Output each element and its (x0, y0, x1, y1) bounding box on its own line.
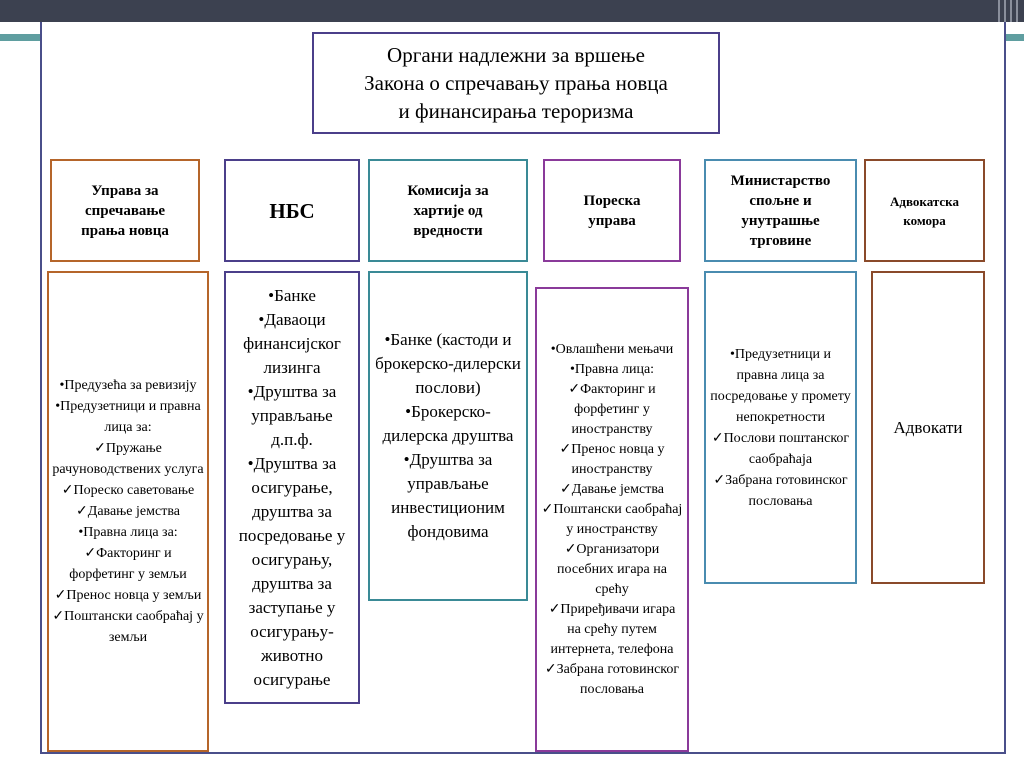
list-item: ✓Поштански саобраћај у иностранству (541, 501, 683, 537)
list-item: ✓Забрана готовинског пословања (544, 661, 680, 697)
header-nbs: НБС (224, 159, 360, 262)
list-item: •Друштва за осигурање, друштва за посредовање у осигурању, друштва за заступање у осигурању-животно осигурање (238, 453, 346, 689)
header-securities-commission: Комисија за хартије од вредности (368, 159, 528, 262)
list-item: •Правна лица: (569, 361, 655, 377)
header-trade-ministry: Министарство спољне и унутрашње трговине (704, 159, 857, 262)
accent-stripe-right (1006, 34, 1024, 41)
list-aml-administration (47, 271, 209, 752)
list-item: Адвокати (893, 417, 963, 437)
header-tax-administration: Пореска управа (543, 159, 681, 262)
list-item: ✓Пренос новца у иностранству (559, 441, 665, 477)
list-bar-association (871, 271, 985, 584)
list-securities-commission (368, 271, 528, 601)
list-item: •Банке (кастоди и брокерско-дилерски послови) (375, 330, 521, 397)
list-item: ✓Давање јемства (76, 504, 180, 519)
list-item: ✓Факторинг и форфетинг у земљи (69, 546, 187, 582)
list-item: ✓Пореско саветовање (61, 483, 195, 498)
list-item: ✓Факторинг и форфетинг у иностранству (568, 381, 656, 437)
list-item: ✓Пренос новца у земљи (54, 588, 202, 603)
list-item: •Предузетници и правна лица за: (55, 399, 201, 435)
list-item: ✓Пружање рачуноводствених услуга (52, 441, 204, 477)
header-aml-administration: Управа за спречавање прања новца (50, 159, 200, 262)
list-item: •Предузетници и правна лица за посредовање у промету непокретности (710, 346, 851, 425)
list-item: •Банке (268, 285, 316, 305)
list-item: •Предузећа за ревизију (59, 378, 197, 393)
list-item: ✓Приређивачи игара на срећу путем интернета, телефона (548, 601, 676, 657)
accent-stripe-left (0, 34, 40, 41)
list-trade-ministry (704, 271, 857, 584)
list-item: •Друштва за управљање д.п.ф. (247, 381, 337, 449)
list-item: •Овлашћени мењачи (550, 341, 674, 357)
list-item: ✓Организатори посебних игара на срећу (557, 541, 667, 597)
diagram-title: Органи надлежни за вршење Закона о спречавању прања новца и финансирања тероризма (312, 32, 720, 134)
list-item: •Друштва за управљање инвестиционим фондовима (391, 450, 505, 541)
list-item: •Брокерско-дилерска друштва (382, 402, 514, 445)
header-bar-association: Адвокатска комора (864, 159, 985, 262)
list-nbs (224, 271, 360, 704)
top-bar (0, 0, 1024, 22)
list-item: •Даваоци финансијског лизинга (243, 309, 341, 377)
list-item: ✓Поштански саобраћај у земљи (52, 609, 204, 645)
list-item: ✓Давање јемства (560, 481, 664, 497)
list-tax-administration (535, 287, 689, 752)
list-item: ✓Послови поштанског саобраћаја (711, 430, 850, 467)
list-item: •Правна лица за: (78, 525, 178, 540)
decorative-lines (996, 0, 1022, 22)
list-item: ✓Забрана готовинског пословања (713, 472, 848, 509)
